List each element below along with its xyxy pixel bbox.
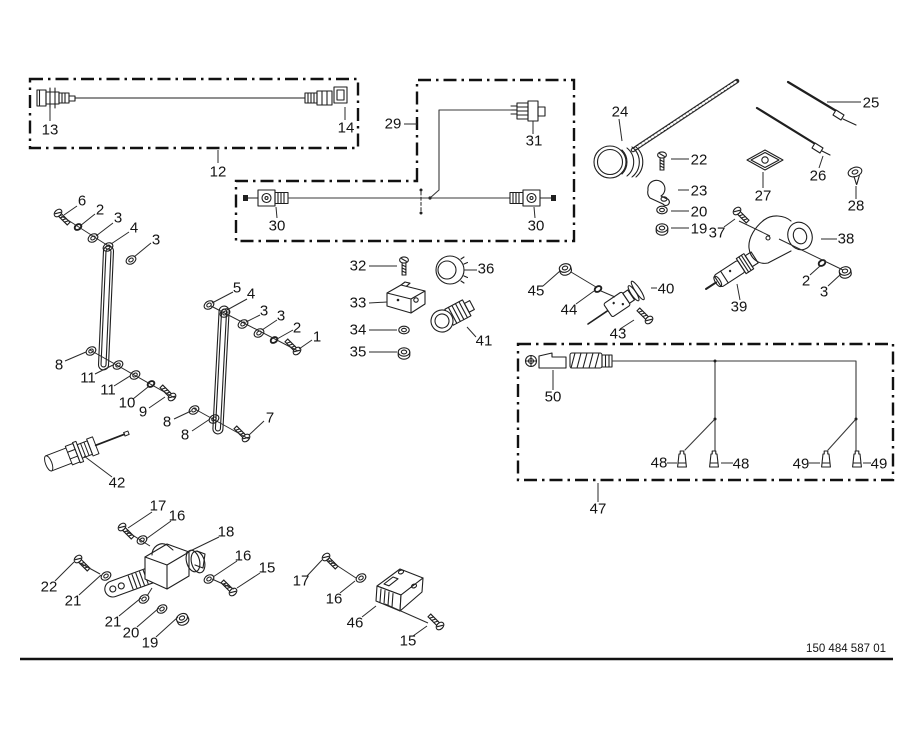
leader-line xyxy=(128,512,152,528)
leader-line xyxy=(79,575,101,595)
callout-8: 8 xyxy=(54,356,64,374)
callout-12: 12 xyxy=(209,163,227,181)
screw-6-icon xyxy=(53,208,72,227)
leader-line xyxy=(174,411,191,419)
leader-line xyxy=(80,214,95,226)
part-33-switch xyxy=(387,282,425,313)
callout-13: 13 xyxy=(41,121,59,139)
nut-19-icon xyxy=(656,224,668,235)
callout-31: 31 xyxy=(525,132,543,150)
part-18-sensor-assembly xyxy=(103,544,208,600)
callout-4: 4 xyxy=(129,219,139,237)
callout-40: 40 xyxy=(657,280,675,298)
leader-line xyxy=(147,588,152,596)
part-36-cap xyxy=(436,256,469,284)
callout-49: 49 xyxy=(870,455,888,473)
leader-line xyxy=(156,617,178,637)
part-28-rivet xyxy=(847,165,863,184)
footer-part-number: 150 484 587 01 xyxy=(806,643,886,655)
leader-line xyxy=(276,207,277,218)
callout-3: 3 xyxy=(819,283,829,301)
layer-parts xyxy=(37,81,863,631)
callout-6: 6 xyxy=(77,192,87,210)
callout-15: 15 xyxy=(399,632,417,650)
part-42-sensor xyxy=(42,423,133,475)
screw-43-icon xyxy=(635,306,654,325)
callout-22: 22 xyxy=(690,151,708,169)
group-box-47 xyxy=(518,344,893,480)
part-14-connector xyxy=(305,87,347,105)
callout-10: 10 xyxy=(118,394,136,412)
callout-43: 43 xyxy=(609,325,627,343)
leader-line xyxy=(601,291,615,297)
callout-9: 9 xyxy=(138,403,148,421)
washer-8-icon xyxy=(188,404,201,416)
callout-25: 25 xyxy=(862,94,880,112)
leader-line xyxy=(467,327,476,337)
leader-line xyxy=(327,559,356,578)
layer-group-boxes xyxy=(30,79,893,480)
callout-11: 11 xyxy=(80,369,96,387)
leader-line xyxy=(724,219,735,227)
leader-line xyxy=(249,421,264,435)
callout-2: 2 xyxy=(801,272,811,290)
screw-32-icon xyxy=(400,257,409,275)
callout-8: 8 xyxy=(180,426,190,444)
nut-19-icon xyxy=(175,612,190,627)
part-strap-1 xyxy=(98,246,113,370)
callout-15: 15 xyxy=(258,559,276,577)
callout-1: 1 xyxy=(312,328,322,346)
wire-47 xyxy=(612,361,856,451)
nut-3-icon xyxy=(839,266,852,279)
leader-line xyxy=(111,232,129,244)
terminal-49-icon xyxy=(853,451,862,467)
part-31-connector xyxy=(511,101,545,121)
callout-3: 3 xyxy=(259,302,269,320)
leader-line xyxy=(810,266,820,275)
callout-19: 19 xyxy=(141,634,159,652)
callout-14: 14 xyxy=(337,119,355,137)
screw-15-icon xyxy=(426,612,445,631)
callout-39: 39 xyxy=(730,298,748,316)
callout-16: 16 xyxy=(168,507,186,525)
callout-20: 20 xyxy=(690,203,708,221)
cable-break-marker xyxy=(420,189,423,215)
callout-49: 49 xyxy=(792,455,810,473)
callout-35: 35 xyxy=(349,343,367,361)
wire-31 xyxy=(430,110,511,198)
part-30-connector-left xyxy=(243,190,288,206)
callout-28: 28 xyxy=(847,197,865,215)
leader-line xyxy=(237,573,260,588)
callout-16: 16 xyxy=(234,547,252,565)
washer-11-icon xyxy=(112,359,125,371)
part-26-cable-tie xyxy=(757,108,830,155)
callout-38: 38 xyxy=(837,230,855,248)
callout-2: 2 xyxy=(95,201,105,219)
callout-17: 17 xyxy=(292,572,310,590)
leader-line xyxy=(80,563,100,574)
washer-20-icon xyxy=(657,206,667,214)
part-25-cable-tie xyxy=(788,82,856,125)
callout-50: 50 xyxy=(544,388,562,406)
callout-36: 36 xyxy=(477,260,495,278)
terminal-49-icon xyxy=(822,451,831,467)
leader-line xyxy=(95,365,113,374)
washer-16-icon xyxy=(203,573,216,585)
leader-line xyxy=(385,604,428,623)
leader-line xyxy=(246,315,260,322)
callout-4: 4 xyxy=(246,285,256,303)
callout-2: 2 xyxy=(292,319,302,337)
leader-line xyxy=(227,299,247,310)
leader-line xyxy=(64,206,77,215)
callout-17: 17 xyxy=(149,497,167,515)
callout-19: 19 xyxy=(690,220,708,238)
part-27-mount-pad xyxy=(747,150,783,170)
screw-1-icon xyxy=(283,337,302,356)
terminal-48-icon xyxy=(710,451,719,467)
leader-line xyxy=(55,562,74,581)
callout-23: 23 xyxy=(690,182,708,200)
callout-5: 5 xyxy=(232,279,242,297)
leader-line xyxy=(186,537,219,553)
leader-line xyxy=(262,320,277,330)
callout-11: 11 xyxy=(100,381,116,399)
leader-line xyxy=(137,608,159,627)
callout-24: 24 xyxy=(611,103,629,121)
screw-22-icon xyxy=(73,554,92,573)
washer-5-icon xyxy=(203,299,216,311)
washer-21-icon xyxy=(100,570,113,582)
leader-line xyxy=(134,243,151,257)
callout-44: 44 xyxy=(560,301,578,319)
leader-line xyxy=(534,207,535,218)
callout-3: 3 xyxy=(113,209,123,227)
callout-18: 18 xyxy=(217,523,235,541)
leader-line xyxy=(212,292,233,303)
leader-line xyxy=(619,119,622,141)
nut-45-icon xyxy=(558,262,572,276)
callout-48: 48 xyxy=(732,455,750,473)
terminal-48-icon xyxy=(678,451,687,467)
callout-26: 26 xyxy=(809,167,827,185)
screw-15-icon xyxy=(219,578,238,597)
callout-7: 7 xyxy=(265,409,275,427)
part-24-sensor xyxy=(594,81,737,178)
callout-37: 37 xyxy=(708,224,726,242)
callout-29: 29 xyxy=(384,115,402,133)
leader-line xyxy=(146,521,171,539)
part-13-connector xyxy=(37,88,75,108)
callout-30: 30 xyxy=(527,217,545,235)
nut-35-icon xyxy=(398,348,410,359)
callout-34: 34 xyxy=(349,321,367,339)
callout-16: 16 xyxy=(325,590,343,608)
callout-47: 47 xyxy=(589,500,607,518)
callout-20: 20 xyxy=(122,624,140,642)
callout-21: 21 xyxy=(104,613,122,631)
leader-line xyxy=(299,340,312,349)
screw-7-icon xyxy=(232,424,251,443)
callout-30: 30 xyxy=(268,217,286,235)
callout-46: 46 xyxy=(346,614,364,632)
leader-line xyxy=(828,274,841,286)
washer-16-icon xyxy=(355,572,368,584)
part-30-connector-right xyxy=(510,190,556,206)
leader-line xyxy=(213,561,237,577)
part-39-solenoid xyxy=(701,250,759,297)
leader-line xyxy=(362,606,376,617)
leader-line xyxy=(277,330,293,339)
callout-42: 42 xyxy=(108,474,126,492)
leader-line xyxy=(571,272,596,287)
leader-line xyxy=(192,419,210,431)
leader-line xyxy=(576,291,594,304)
leader-line xyxy=(119,598,141,616)
callout-27: 27 xyxy=(754,187,772,205)
group-box-29 xyxy=(236,80,574,241)
washer-34-icon xyxy=(399,326,409,334)
callout-3: 3 xyxy=(151,231,161,249)
part-23-clamp xyxy=(648,180,670,205)
leader-line xyxy=(369,302,387,303)
leader-line xyxy=(114,376,130,386)
screw-22-icon xyxy=(658,152,667,170)
callout-3: 3 xyxy=(276,307,286,325)
callout-32: 32 xyxy=(349,257,367,275)
leader-line xyxy=(96,223,113,236)
part-50-connector xyxy=(526,353,613,368)
callout-45: 45 xyxy=(527,282,545,300)
callout-33: 33 xyxy=(349,294,367,312)
callout-21: 21 xyxy=(64,592,82,610)
callout-8: 8 xyxy=(162,413,172,431)
callout-22: 22 xyxy=(40,578,58,596)
leader-line xyxy=(543,271,560,286)
leader-line xyxy=(65,352,86,361)
callout-48: 48 xyxy=(650,454,668,472)
leader-line xyxy=(149,397,165,408)
part-38-bracket xyxy=(749,216,816,263)
leader-line xyxy=(819,156,823,168)
group-box-12 xyxy=(30,79,358,148)
part-46-bracket xyxy=(376,569,423,611)
wire-47-branches xyxy=(685,419,856,450)
callout-41: 41 xyxy=(475,332,493,350)
